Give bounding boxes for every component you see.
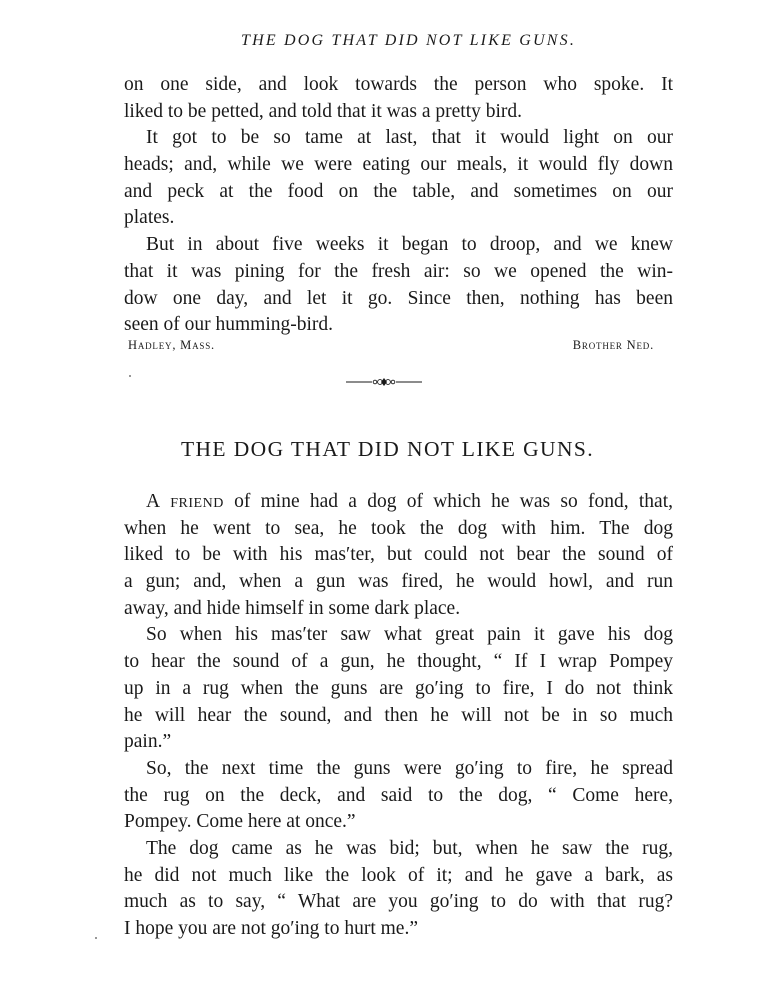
byline-author: Brother Ned. xyxy=(572,338,654,352)
text-line: It got to be so tame at last, that it would light on our xyxy=(146,127,673,149)
text-line: to hear the sound of a gun, he thought, “ If I wrap Pompey xyxy=(124,651,673,673)
text-line: heads; and, while we were eating our meals, it would fly down xyxy=(124,154,673,176)
text-line: much as to say, “ What are you go′ing to do with that rug? xyxy=(124,891,673,913)
print-speck xyxy=(129,375,131,377)
text-line: pain.” xyxy=(124,731,172,753)
byline-place: Hadley, Mass. xyxy=(128,338,215,352)
text-line: I hope you are not go′ing to hurt me.” xyxy=(124,918,418,939)
text-line: a gun; and, when a gun was fired, he would howl, and run xyxy=(124,571,673,593)
text-line: liked to be petted, and told that it was a pretty bird. xyxy=(124,100,523,122)
story-title: THE DOG THAT DID NOT LIKE GUNS. xyxy=(180,437,595,461)
text-line: the rug on the deck, and said to the dog, “ Come here, xyxy=(124,784,673,806)
text-line: So when his mas′ter saw what great pain it gave his dog xyxy=(146,624,673,646)
text-line: when he went to sea, he took the dog with him. The dog xyxy=(124,517,673,539)
text-line: So, the next time the guns were go′ing to fire, he spread xyxy=(146,757,673,779)
text-line: he will hear the sound, and then he will not be in so much xyxy=(124,704,673,726)
text-line: The dog came as he was bid; but, when he saw the rug, xyxy=(146,837,673,859)
section-humming-bird-ending xyxy=(124,72,673,339)
text-line: away, and hide himself in some dark place. xyxy=(124,597,461,619)
text-line: dow one day, and let it go. Since then, nothing has been xyxy=(124,287,673,309)
text-line: and peck at the food on the table, and sometimes on our xyxy=(124,180,673,202)
text-line: on one side, and look towards the person who spoke. It xyxy=(124,74,673,95)
text-line: that it was pining for the fresh air: so we opened the win- xyxy=(124,260,673,282)
byline xyxy=(128,338,654,353)
text-line: But in about five weeks it began to droop, and we knew xyxy=(146,234,673,256)
opening-line-rest: of mine had a dog of which he was so fond, that, xyxy=(223,491,673,512)
text-line: plates. xyxy=(124,207,175,229)
text-line: he did not much like the look of it; and he gave a bark, as xyxy=(124,864,673,886)
print-speck xyxy=(95,937,97,939)
section-dog-story xyxy=(124,489,673,943)
section-divider-ornament xyxy=(346,372,422,392)
text-line: seen of our humming-bird. xyxy=(124,314,334,336)
text-line: up in a rug when the guns are go′ing to fire, I do not think xyxy=(124,677,673,699)
text-line xyxy=(124,489,673,516)
running-head: THE DOG THAT DID NOT LIKE GUNS. xyxy=(240,32,577,49)
text-line: liked to be with his mas′ter, but could not bear the sound of xyxy=(124,544,673,566)
opening-words: A friend xyxy=(146,491,224,512)
text-line: Pompey. Come here at once.” xyxy=(124,811,356,833)
